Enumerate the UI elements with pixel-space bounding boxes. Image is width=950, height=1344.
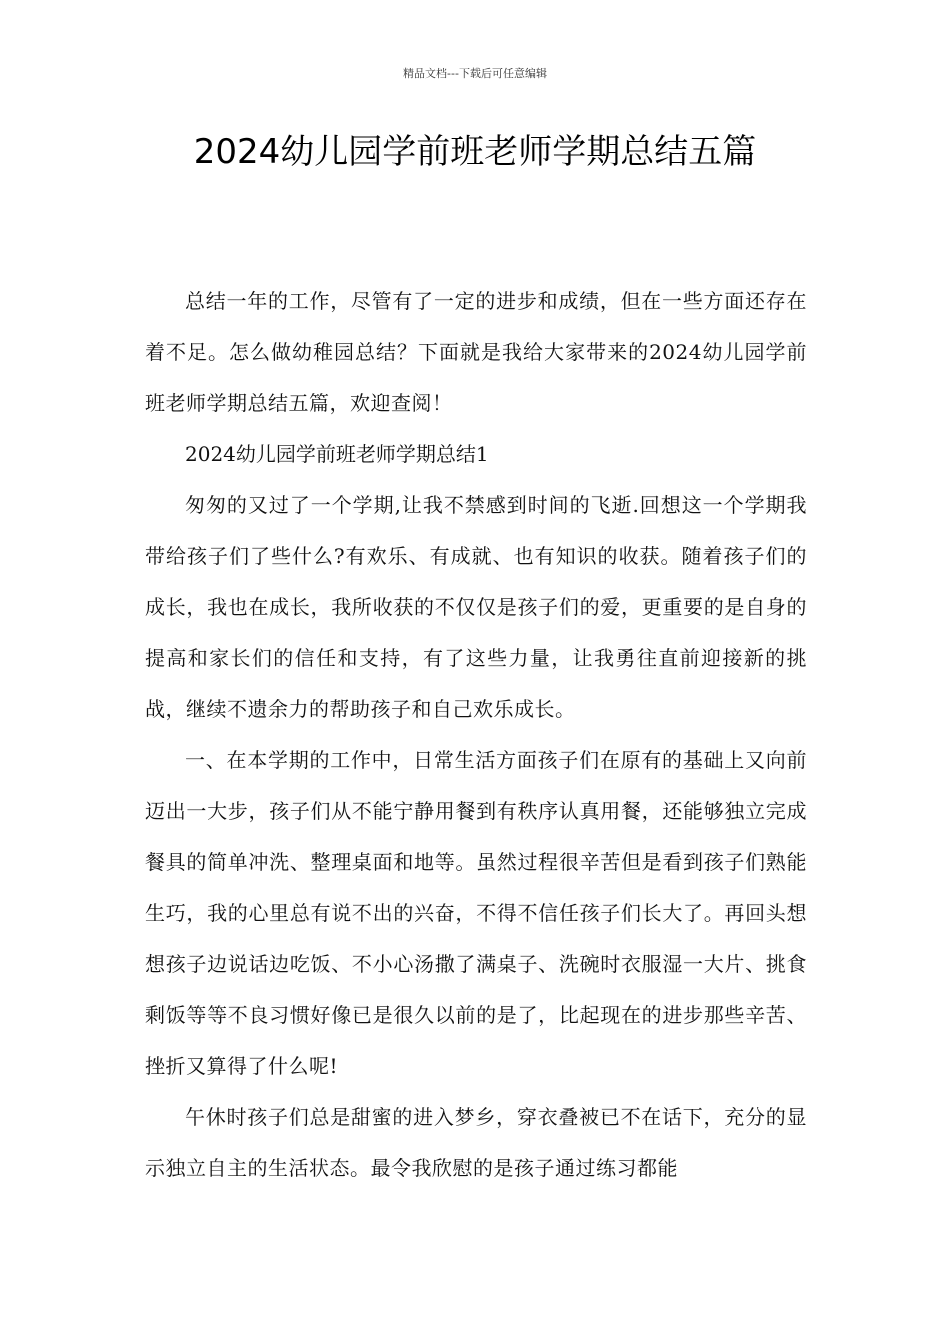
document-title: 2024幼儿园学前班老师学期总结五篇: [193, 132, 757, 172]
body-paragraph: 午休时孩子们总是甜蜜的进入梦乡，穿衣叠被已不在话下，充分的显示独立自主的生活状态。最令我欣慰的是孩子通过练习都能: [145, 1105, 807, 1180]
document-body: [145, 276, 807, 1194]
section-heading: 2024幼儿园学前班老师学期总结1: [185, 442, 489, 466]
body-paragraph: 匆匆的又过了一个学期,让我不禁感到时间的飞逝.回想这一个学期我带给孩子们了些什么?有欢乐、有成就、也有知识的收获。随着孩子们的成长，我也在成长，我所收获的不仅仅是孩子们的爱，更重要的是自身的提高和家长们的信任和支持，有了这些力量，让我勇往直前迎接新的挑战，继续不遗余力的帮助孩子和自己欢乐成长。: [145, 493, 807, 721]
intro-paragraph: 总结一年的工作，尽管有了一定的进步和成绩，但在一些方面还存在着不足。怎么做幼稚园总结？下面就是我给大家带来的2024幼儿园学前班老师学期总结五篇，欢迎查阅！: [145, 289, 807, 415]
body-paragraph: 一、在本学期的工作中，日常生活方面孩子们在原有的基础上又向前迈出一大步，孩子们从不能宁静用餐到有秩序认真用餐，还能够独立完成餐具的简单冲洗、整理桌面和地等。虽然过程很辛苦但是看到孩子们熟能生巧，我的心里总有说不出的兴奋，不得不信任孩子们长大了。再回头想想孩子边说话边吃饭、不小心汤撒了满桌子、洗碗时衣服湿一大片、挑食剩饭等等不良习惯好像已是很久以前的是了，比起现在的进步那些辛苦、挫折又算得了什么呢!: [145, 748, 807, 1078]
header-note: 精品文档---下载后可任意编辑: [403, 67, 547, 80]
